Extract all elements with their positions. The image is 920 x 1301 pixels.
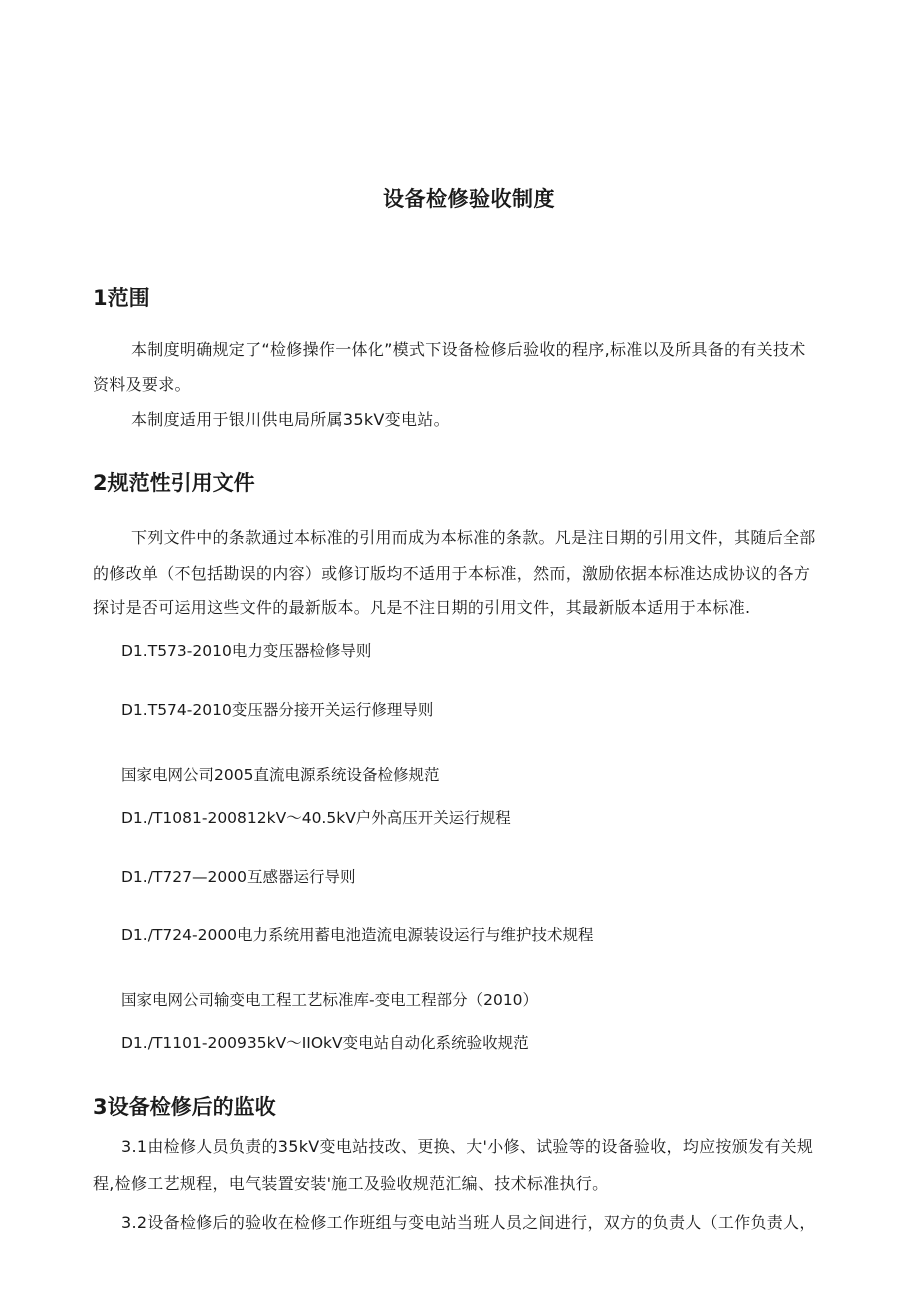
section-3-heading: 3设备检修后的监收	[93, 1095, 276, 1119]
section-2-paragraph-line-3: 探讨是否可运用这些文件的最新版本。凡是不注日期的引用文件，其最新版本适用于本标准.	[93, 598, 751, 617]
reference-item: D1./T727—2000互感器运行导则	[121, 868, 356, 886]
reference-item: 国家电网公司输变电工程工艺标准库-变电工程部分（2010）	[121, 991, 539, 1009]
document-title: 设备检修验收制度	[383, 187, 555, 211]
reference-item: D1./T724-2000电力系统用蓄电池造流电源装设运行与维护技术规程	[121, 926, 594, 944]
reference-item: D1./T1101-200935kV～IIOkV变电站自动化系统验收规范	[121, 1034, 529, 1052]
reference-item: 国家电网公司2005直流电源系统设备检修规范	[121, 766, 440, 784]
section-1-paragraph-1-line-1: 本制度明确规定了“检修操作一体化”模式下设备检修后验收的程序,标准以及所具备的有关技术	[131, 340, 806, 359]
section-2-heading: 2规范性引用文件	[93, 471, 255, 495]
reference-item: D1.T574-2010变压器分接开关运行修理导则	[121, 701, 434, 719]
section-3-1-line-1: 3.1由检修人员负责的35kV变电站技改、更换、大'小修、试验等的设备验收，均应按颁发有关规	[121, 1137, 814, 1156]
reference-item: D1.T573-2010电力变压器检修导则	[121, 642, 372, 660]
section-1-paragraph-2: 本制度适用于银川供电局所属35kV变电站。	[131, 410, 450, 429]
section-1-paragraph-1-line-2: 资料及要求。	[93, 375, 191, 394]
reference-item: D1./T1081-200812kV～40.5kV户外高压开关运行规程	[121, 809, 511, 827]
section-2-paragraph-line-1: 下列文件中的条款通过本标准的引用而成为本标准的条款。凡是注日期的引用文件，其随后全部	[131, 528, 816, 547]
section-1-heading: 1范围	[93, 286, 150, 310]
section-3-2-line-1: 3.2设备检修后的验收在检修工作班组与变电站当班人员之间进行，双方的负责人（工作负责人，	[121, 1213, 816, 1232]
section-2-paragraph-line-2: 的修改单（不包括勘误的内容）或修订版均不适用于本标准，然而，激励依据本标准达成协议的各方	[93, 564, 811, 583]
section-3-1-line-2: 程,检修工艺规程，电气装置安装'施工及验收规范汇编、技术标准执行。	[93, 1174, 609, 1193]
